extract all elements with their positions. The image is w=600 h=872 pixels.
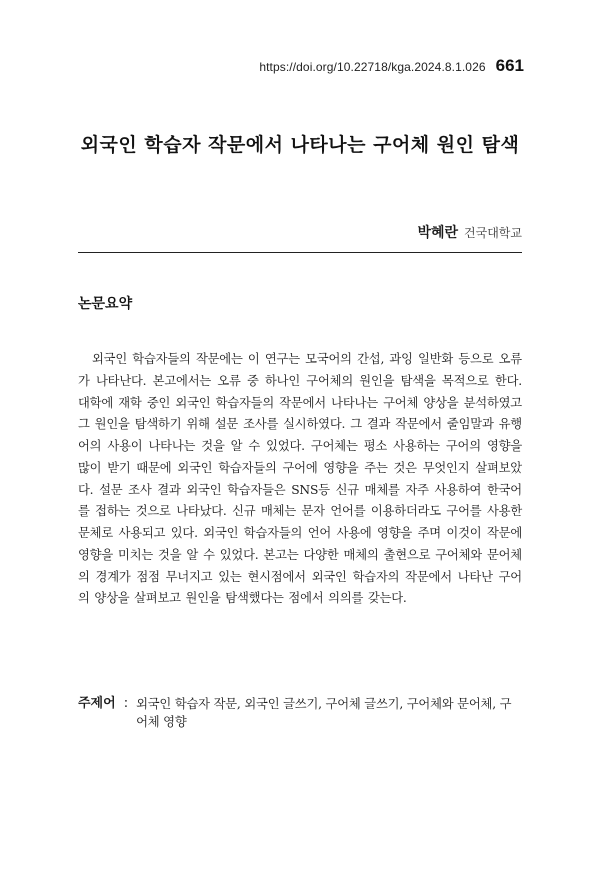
author-name: 박혜란	[417, 225, 459, 241]
page-number: 661	[495, 56, 524, 75]
doi-link[interactable]: https://doi.org/10.22718/kga.2024.8.1.026	[259, 60, 486, 74]
keywords-text: 외국인 학습자 작문, 외국인 글쓰기, 구어체 글쓰기, 구어체와 문어체, 구어체 영향	[136, 697, 512, 729]
page-header	[259, 56, 524, 76]
divider-line	[78, 252, 522, 253]
keywords-colon: :	[123, 696, 129, 711]
keywords-block	[78, 695, 522, 731]
keywords-label: 주제어	[78, 696, 116, 711]
author-block	[417, 222, 522, 242]
author-affiliation: 건국대학교	[464, 226, 522, 240]
abstract-body: 외국인 학습자들의 작문에는 이 연구는 모국어의 간섭, 과잉 일반화 등으로 오류가 나타난다. 본고에서는 오류 중 하나인 구어체의 원인을 탐색을 목적으로 한다. 대학에 재학 중인 외국인 학습자들의 작문에서 나타나는 구어체 양상을 분석하였고 그 원인을 탐색하기 위해 설문 조사를 실시하였다. 그 결과 작문에서 줄임말과 유행어의 사용이 나타나는 것을 알 수 있었다. 구어체는 평소 사용하는 구어의 영향을 많이 받기 때문에 외국인 학습자들의 구어에 영향을 주는 것은 무엇인지 살펴보았다. 설문 조사 결과 외국인 학습자들은 SNS등 신규 매체를 자주 사용하여 한국어를 접하는 것으로 나타났다. 신규 매체는 문자 언어를 이용하더라도 구어를 사용한 문체로 사용되고 있다. 외국인 학습자들의 언어 사용에 영향을 주며 이것이 작문에 영향을 미치는 것을 알 수 있었다. 본고는 다양한 매체의 출현으로 구어체와 문어체의 경계가 점점 무너지고 있는 현시점에서 외국인 학습자의 작문에서 나타난 구어의 양상을 살펴보고 원인을 탐색했다는 점에서 의의를 갖는다.	[78, 352, 522, 606]
abstract-heading: 논문요약	[78, 296, 133, 312]
paper-title: 외국인 학습자 작문에서 나타나는 구어체 원인 탐색	[80, 134, 520, 156]
